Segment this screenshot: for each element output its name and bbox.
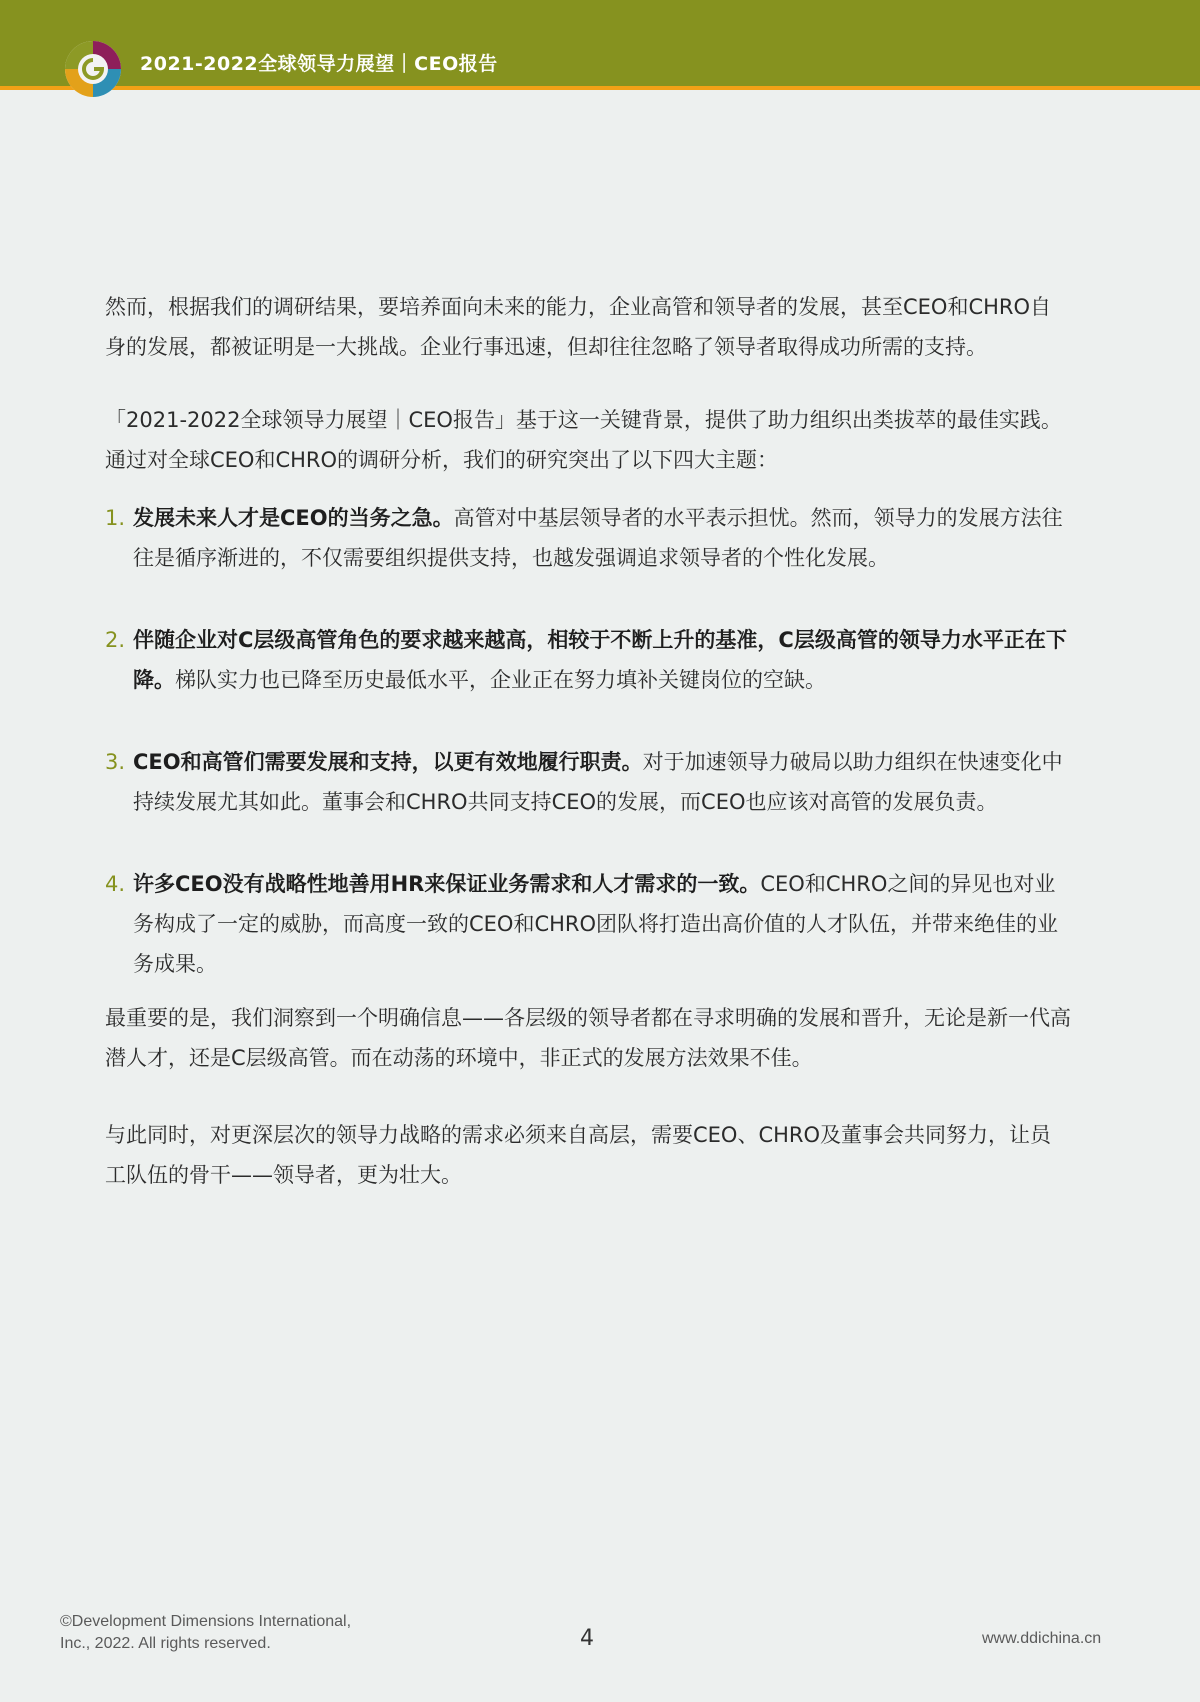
list-item [105,620,1072,700]
list-item [105,742,1072,822]
theme-lead: 伴随企业对C层级高管角色的要求越来越高，相较于不断上升的基准，C层级高管的领导力水平正在下降。 [133,628,1067,692]
list-number: 3. [105,750,126,774]
list-number: 2. [105,628,126,652]
theme-text: 高管对中基层领导者的水平表示担忧。然而，领导力的发展方法往往是循序渐进的，不仅需要组织提供支持，也越发强调追求领导者的个性化发展。 [133,506,1063,570]
theme-lead: CEO和高管们需要发展和支持，以更有效地履行职责。 [133,750,643,774]
theme-text: 梯队实力也已降至历史最低水平，企业正在努力填补关键岗位的空缺。 [175,668,826,692]
copyright-line: ©Development Dimensions International, [60,1613,352,1630]
list-number: 1. [105,506,126,530]
theme-text: CEO和CHRO之间的异见也对业务构成了一定的威胁，而高度一致的CEO和CHRO团队将打造出高价值的人才队伍，并带来绝佳的业务成果。 [133,872,1059,976]
paragraph-background: 「2021-2022全球领导力展望｜CEO报告」基于这一关键背景，提供了助力组织出类拔萃的最佳实践。通过对全球CEO和CHRO的调研分析，我们的研究突出了以下四大主题： [105,408,1062,472]
list-item [105,498,1072,578]
theme-text: 对于加速领导力破局以助力组织在快速变化中持续发展尤其如此。董事会和CHRO共同支持CEO的发展，而CEO也应该对高管的发展负责。 [133,750,1063,814]
page-number: 4 [580,1626,594,1651]
ddi-logo-icon [64,40,122,98]
paragraph-conclusion: 与此同时，对更深层次的领导力战略的需求必须来自高层，需要CEO、CHRO及董事会共同努力，让员工队伍的骨干——领导者，更为壮大。 [105,1123,1052,1187]
footer-copyright [60,1611,351,1655]
themes-list [105,498,1072,984]
report-title: 2021-2022全球领导力展望｜CEO报告 [140,53,498,75]
theme-lead: 发展未来人才是CEO的当务之急。 [133,506,454,530]
theme-lead: 许多CEO没有战略性地善用HR来保证业务需求和人才需求的一致。 [133,872,761,896]
copyright-line: Inc., 2022. All rights reserved. [60,1635,271,1652]
list-item [105,864,1072,984]
page-header [0,0,1200,90]
paragraph-intro: 然而，根据我们的调研结果，要培养面向未来的能力，企业高管和领导者的发展，甚至CEO和CHRO自身的发展，都被证明是一大挑战。企业行事迅速，但却往往忽略了领导者取得成功所需的支持。 [105,295,1052,359]
list-number: 4. [105,872,126,896]
main-content [105,287,1072,1195]
paragraph-insight: 最重要的是，我们洞察到一个明确信息——各层级的领导者都在寻求明确的发展和晋升，无论是新一代高潜人才，还是C层级高管。而在动荡的环境中，非正式的发展方法效果不佳。 [105,1006,1071,1070]
website-link[interactable]: www.ddichina.cn [982,1630,1102,1647]
